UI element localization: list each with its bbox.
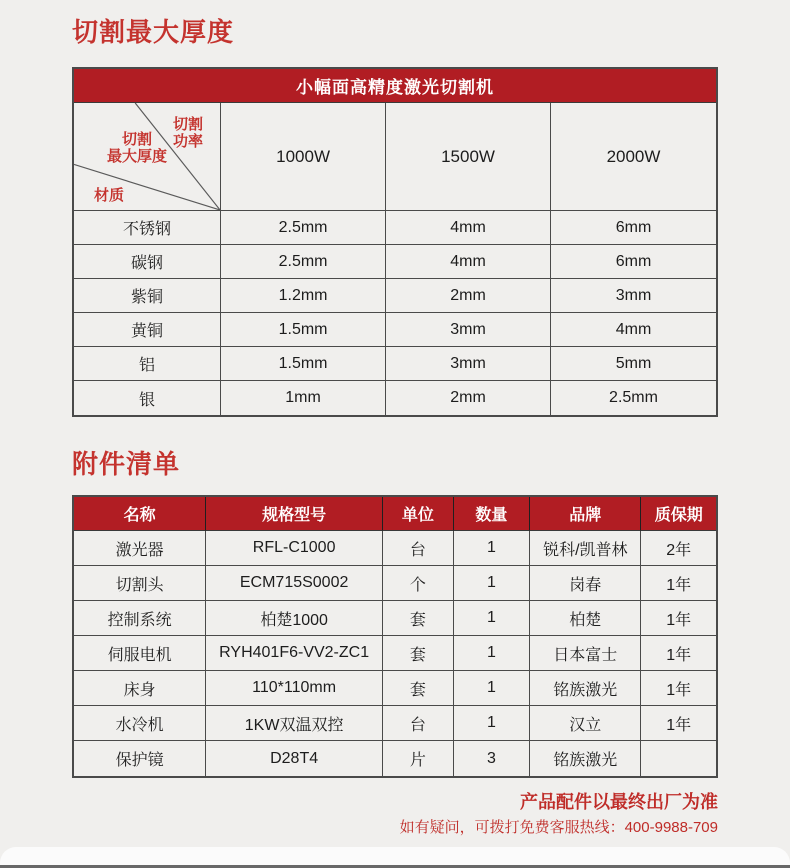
material-cell: 碳钢 <box>74 245 221 279</box>
corner-label-power: 切割 功率 <box>173 116 204 150</box>
warranty-cell: 1年 <box>641 566 716 601</box>
power-column-header: 2000W <box>551 103 716 211</box>
accessories-table <box>72 495 718 778</box>
brand-cell: 汉立 <box>530 706 641 741</box>
table-row <box>74 741 716 776</box>
unit-cell: 片 <box>383 741 454 776</box>
corner-label-thickness: 切割 最大厚度 <box>106 131 167 165</box>
column-header: 质保期 <box>641 497 716 531</box>
model-cell: RFL-C1000 <box>206 531 383 566</box>
column-header: 名称 <box>74 497 206 531</box>
value-cell: 1mm <box>221 381 386 415</box>
value-cell: 6mm <box>551 211 716 245</box>
qty-cell: 1 <box>454 671 531 706</box>
footer-notes <box>400 789 718 841</box>
material-cell: 不锈钢 <box>74 211 221 245</box>
unit-cell: 套 <box>383 636 454 671</box>
unit-cell: 台 <box>383 706 454 741</box>
thickness-section-title: 切割最大厚度 <box>72 17 235 47</box>
accessories-table-header-row <box>74 497 716 531</box>
column-header: 品牌 <box>530 497 641 531</box>
unit-cell: 套 <box>383 671 454 706</box>
accessories-section-title: 附件清单 <box>72 449 181 479</box>
table-row <box>74 601 716 636</box>
value-cell: 6mm <box>551 245 716 279</box>
name-cell: 床身 <box>74 671 206 706</box>
value-cell: 2.5mm <box>221 211 386 245</box>
footer-disclaimer: 产品配件以最终出厂为准 <box>520 792 718 812</box>
brand-cell: 日本富士 <box>530 636 641 671</box>
warranty-cell: 1年 <box>641 636 716 671</box>
column-header: 规格型号 <box>206 497 383 531</box>
table-row <box>74 671 716 706</box>
table-row <box>74 531 716 566</box>
material-cell: 铝 <box>74 347 221 381</box>
value-cell: 2.5mm <box>609 389 658 406</box>
qty-cell: 1 <box>454 706 531 741</box>
value-cell: 4mm <box>386 245 551 279</box>
table-row <box>74 706 716 741</box>
unit-cell: 台 <box>383 531 454 566</box>
brand-cell: 柏楚 <box>530 601 641 636</box>
thickness-table-header-row <box>74 103 716 211</box>
power-column-header: 1500W <box>386 103 551 211</box>
bottom-card-edge <box>0 847 790 865</box>
qty-cell: 1 <box>454 566 531 601</box>
table-row <box>74 636 716 671</box>
qty-cell: 1 <box>454 531 531 566</box>
name-cell: 控制系统 <box>74 601 206 636</box>
model-cell: ECM715S0002 <box>206 566 383 601</box>
material-cell: 紫铜 <box>74 279 221 313</box>
table-row <box>74 211 716 245</box>
unit-cell: 个 <box>383 566 454 601</box>
table-row <box>74 347 716 381</box>
table-row <box>74 279 716 313</box>
table-row <box>74 566 716 601</box>
value-cell: 2mm <box>386 381 551 415</box>
name-cell: 伺服电机 <box>74 636 206 671</box>
column-header: 单位 <box>383 497 454 531</box>
warranty-cell: 1年 <box>641 601 716 636</box>
table-row <box>74 381 716 415</box>
value-cell: 5mm <box>551 347 716 381</box>
name-cell: 水冷机 <box>74 706 206 741</box>
value-cell: 3mm <box>386 347 551 381</box>
table-row <box>74 313 716 347</box>
thickness-table-banner: 小幅面高精度激光切割机 <box>74 69 716 103</box>
material-cell: 黄铜 <box>74 313 221 347</box>
brand-cell: 铭族激光 <box>530 671 641 706</box>
name-cell: 切割头 <box>74 566 206 601</box>
qty-cell: 3 <box>454 741 531 776</box>
column-header: 数量 <box>454 497 531 531</box>
warranty-cell: 1年 <box>641 706 716 741</box>
value-cell: 1.5mm <box>221 313 386 347</box>
corner-label-material: 材质 <box>94 187 125 204</box>
name-cell: 保护镜 <box>74 741 206 776</box>
model-cell: D28T4 <box>206 741 383 776</box>
brand-cell: 锐科/凯普林 <box>530 531 641 566</box>
value-cell: 4mm <box>551 313 716 347</box>
brand-cell: 铭族激光 <box>530 741 641 776</box>
value-cell: 1.2mm <box>221 279 386 313</box>
table-row <box>74 245 716 279</box>
qty-cell: 1 <box>454 601 531 636</box>
value-cell: 2mm <box>386 279 551 313</box>
brand-cell: 岗春 <box>530 566 641 601</box>
model-cell: 1KW双温双控 <box>206 706 383 741</box>
value-cell: 4mm <box>386 211 551 245</box>
footer-hotline: 如有疑问，可拨打免费客服热线：400-9988-709 <box>399 819 718 836</box>
name-cell: 激光器 <box>74 531 206 566</box>
power-column-header: 1000W <box>221 103 386 211</box>
unit-cell: 套 <box>383 601 454 636</box>
corner-header-cell <box>74 103 221 211</box>
model-cell: 110*110mm <box>206 671 383 706</box>
value-cell: 3mm <box>551 279 716 313</box>
warranty-cell <box>641 741 716 776</box>
value-cell: 3mm <box>386 313 551 347</box>
value-cell: 2.5mm <box>221 245 386 279</box>
model-cell: RYH401F6-VV2-ZC1 <box>206 636 383 671</box>
warranty-cell: 2年 <box>641 531 716 566</box>
material-cell: 银 <box>74 381 221 415</box>
thickness-table <box>72 67 718 417</box>
model-cell: 柏楚1000 <box>206 601 383 636</box>
value-cell: 1.5mm <box>221 347 386 381</box>
warranty-cell: 1年 <box>641 671 716 706</box>
qty-cell: 1 <box>454 636 531 671</box>
